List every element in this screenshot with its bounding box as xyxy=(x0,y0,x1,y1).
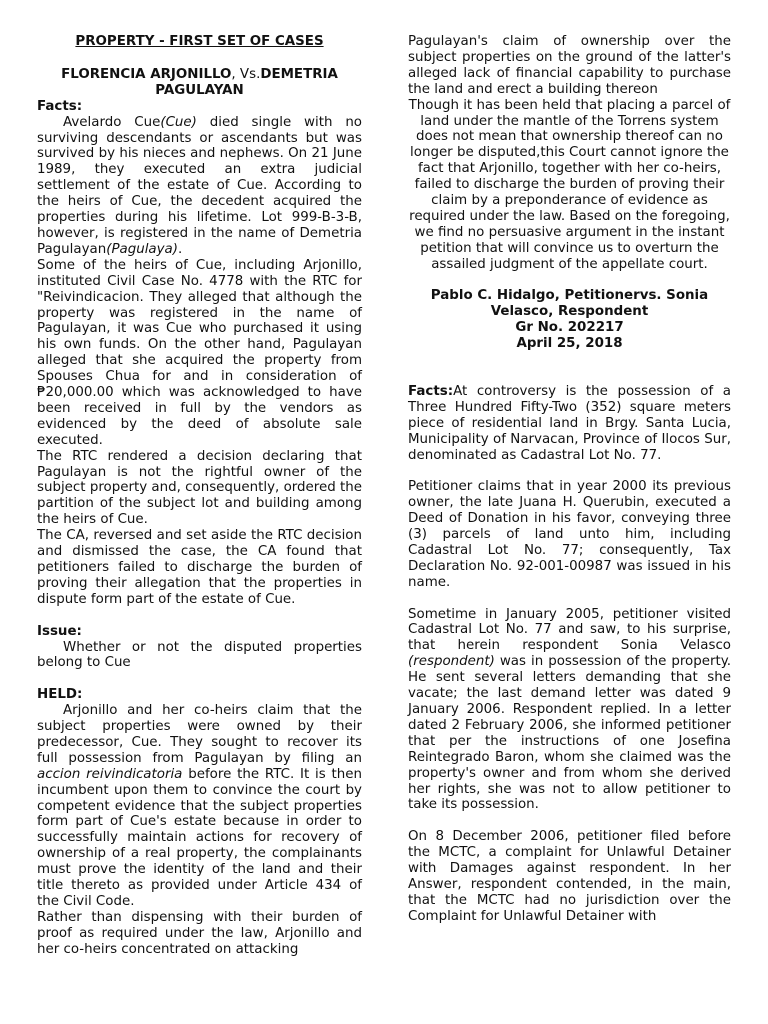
case-2-title: Pablo C. Hidalgo, Petitionervs. Sonia Velasco, Respondent xyxy=(430,288,709,320)
held-paragraph: Rather than dispensing with their burden of proof as required under the law, Arjonillo and her co-heirs concentrated on attacking xyxy=(37,909,362,957)
facts-heading: Facts: xyxy=(408,383,454,399)
facts-paragraph: The CA, reversed and set aside the RTC decision and dismissed the case, the CA found that petitioners failed to discharge the burden of proving their allegation that the properties in dispute form part of the estate of Cue. xyxy=(37,528,362,607)
document-title: PROPERTY - FIRST SET OF CASES xyxy=(75,34,324,49)
issue-heading: Issue: xyxy=(37,623,82,639)
held-paragraph: Arjonillo and her co-heirs claim that the subject properties were owned by their predecessor, Cue. They sought to recover its full possession from Pagulayan by filing an accion reivindicatoria before the RTC. It is then incumbent upon them to convince the court by competent evidence that the subject properties form part of Cue's estate because in order to successfully maintain actions for recovery of ownership of a real property, the complainants must prove the identity of the land and their title thereto as provided under Article 434 of the Civil Code. xyxy=(37,703,362,909)
held-continuation: Though it has been held that placing a parcel of land under the mantle of the Torrens system does not mean that ownership thereof can no longer be disputed,this Court cannot ignore the fact that Arjonillo, together with her co-heirs, failed to discharge the burden of proving their claim by a preponderance of evidence as required under the law. Based on the foregoing, we find no persuasive argument in the instant petition that will convince us to overturn the assailed judgment of the appellate court. xyxy=(408,97,731,272)
case-2-gr-number: Gr No. 202217 xyxy=(515,320,624,336)
facts-paragraph: The RTC rendered a decision declaring that Pagulayan is not the rightful owner of the subject property and, consequently, ordered the partition of the subject lot and building among the heirs of Cue. xyxy=(37,448,362,528)
facts-paragraph: Avelardo Cue(Cue) died single with no surviving descendants or ascendants but was survived by his nieces and nephews. On 21 June 1989, they executed an extra judicial settlement of the estate of Cue. According to the heirs of Cue, the decedent acquired the properties during his lifetime. Lot 999-B-3-B, however, is registered in the name of Demetria Pagulayan(Pagulaya). xyxy=(37,114,362,257)
issue-paragraph: Whether or not the disputed properties belong to Cue xyxy=(37,639,362,671)
held-heading: HELD: xyxy=(37,687,83,703)
right-column xyxy=(408,34,731,925)
facts-paragraph: Facts:At controversy is the possession of a Three Hundred Fifty-Two (352) square meters piece of residential land in Brgy. Santa Lucia, Municipality of Narvacan, Province of Ilocos Sur, denominated as Cadastral Lot No. 77. xyxy=(408,383,731,463)
facts-paragraph: On 8 December 2006, petitioner filed before the MCTC, a complaint for Unlawful Detainer with Damages against respondent. In her Answer, respondent contended, in the main, that the MCTC had no jurisdiction over the Complaint for Unlawful Detainer with xyxy=(408,829,731,924)
facts-heading: Facts: xyxy=(37,98,83,114)
facts-paragraph: Sometime in January 2005, petitioner visited Cadastral Lot No. 77 and saw, to his surprise, that herein respondent Sonia Velasco (respondent) was in possession of the property. He sent several letters demanding that she vacate; the last demand letter was dated 9 January 2006. Respondent replied. In a letter dated 2 February 2006, she informed petitioner that per the instructions of one Josefina Reintegrado Baron, whom she claimed was the property's owner and from whom she derived her rights, she was not to allow petitioner to take its possession. xyxy=(408,606,731,813)
left-column xyxy=(37,34,362,958)
case-2-date: April 25, 2018 xyxy=(516,336,623,352)
facts-paragraph: Some of the heirs of Cue, including Arjonillo, instituted Civil Case No. 4778 with the RTC for "Reivindicacion. They alleged that although the property was registered in the name of Pagulayan, it was Cue who purchased it using his own funds. On the other hand, Pagulayan alleged that she acquired the property from Spouses Chua for and in consideration of ₱20,000.00 which was acknowledged to have been received in full by the vendors as evidenced by the deed of absolute sale executed. xyxy=(37,257,362,448)
held-continuation: Pagulayan's claim of ownership over the subject properties on the ground of the latter's alleged lack of financial capability to purchase the land and erect a building thereon xyxy=(408,34,731,97)
case-1-title: FLORENCIA ARJONILLO, Vs.DEMETRIA PAGULAYAN xyxy=(61,66,338,98)
facts-paragraph: Petitioner claims that in year 2000 its previous owner, the late Juana H. Querubin, executed a Deed of Donation in his favor, conveying three (3) parcels of land unto him, including Cadastral Lot No. 77; consequently, Tax Declaration No. 92-001-00987 was issued in his name. xyxy=(408,479,731,590)
